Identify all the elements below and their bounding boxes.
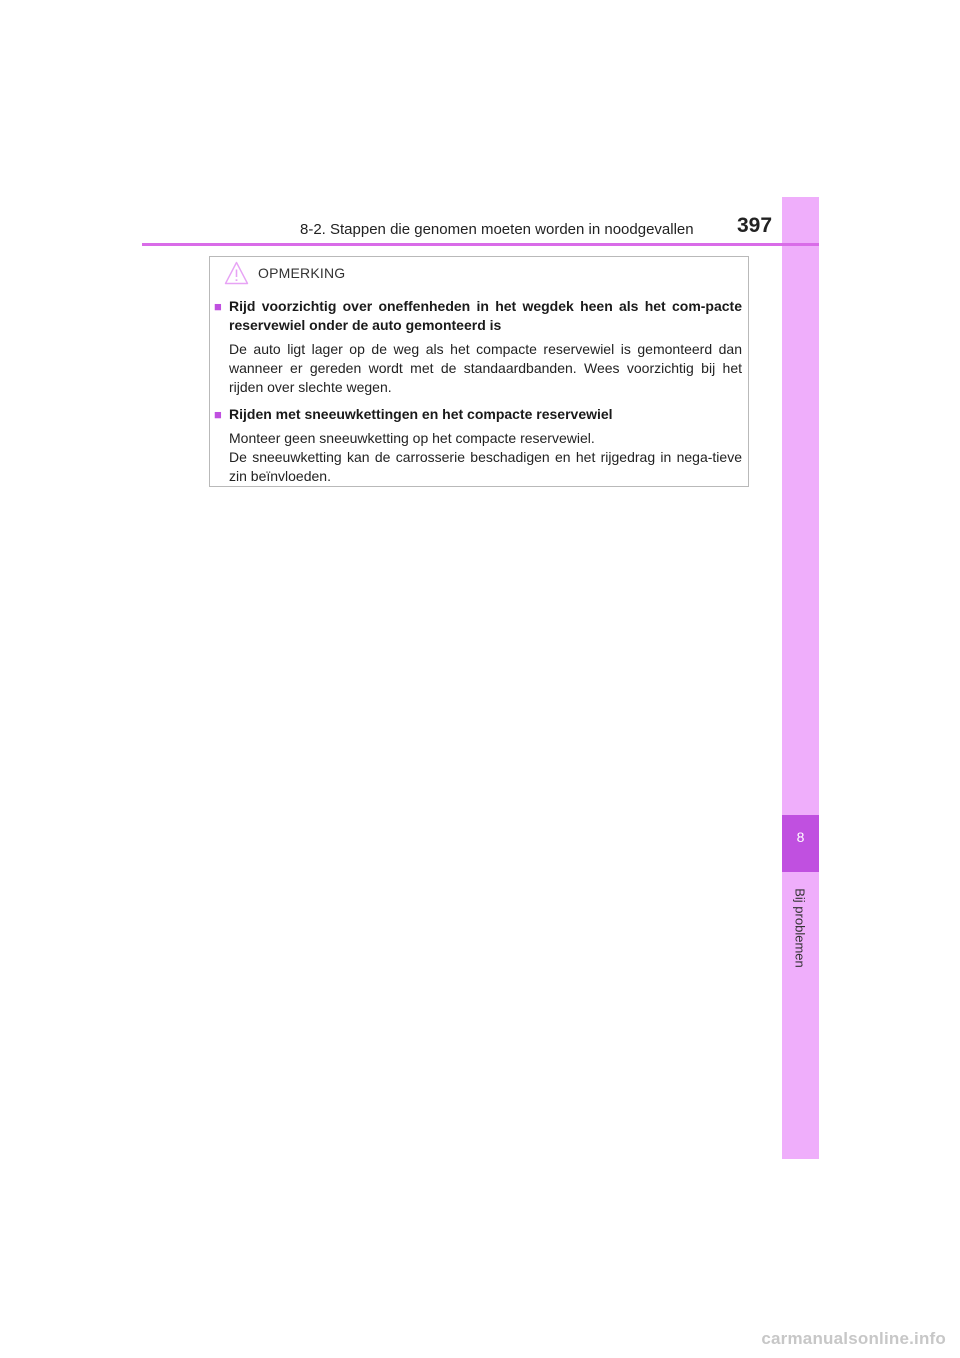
item-heading-text: Rijden met sneeuwkettingen en het compacte reservewiel <box>229 406 613 422</box>
item-heading-text: Rijd voorzichtig over oneffenheden in het wegdek heen als het com-pacte reservewiel onder de auto gemonteerd is <box>229 298 742 333</box>
notice-content <box>214 297 742 494</box>
square-bullet-icon: ■ <box>214 407 222 422</box>
item-body: De auto ligt lager op de weg als het compacte reservewiel is gemonteerd dan wanneer er gereden wordt met de standaardbanden. Wees voorzichtig bij het rijden over slechte wegen. <box>229 341 742 395</box>
page-number: 397 <box>737 214 773 237</box>
chapter-number: 8 <box>796 829 805 845</box>
chapter-label: Bij problemen <box>792 888 808 968</box>
item-body-line: De sneeuwketting kan de carrosserie beschadigen en het rijgedrag in nega-tieve zin beïnvloeden. <box>229 449 742 484</box>
square-bullet-icon: ■ <box>214 299 222 314</box>
item-body-line: Monteer geen sneeuwketting op het compacte reservewiel. <box>229 430 595 446</box>
notice-item <box>214 405 742 486</box>
item-heading <box>214 405 742 424</box>
item-heading <box>214 297 742 335</box>
warning-triangle-icon <box>224 261 249 285</box>
item-body <box>229 429 742 486</box>
notice-header <box>224 260 345 286</box>
chapter-side-tab <box>782 197 819 1159</box>
footer-watermark: carmanualsonline.info <box>761 1329 946 1348</box>
header-rule <box>142 243 819 246</box>
notice-item <box>214 297 742 397</box>
section-title: 8-2. Stappen die genomen moeten worden in noodgevallen <box>300 221 694 238</box>
notice-title: OPMERKING <box>258 265 346 281</box>
